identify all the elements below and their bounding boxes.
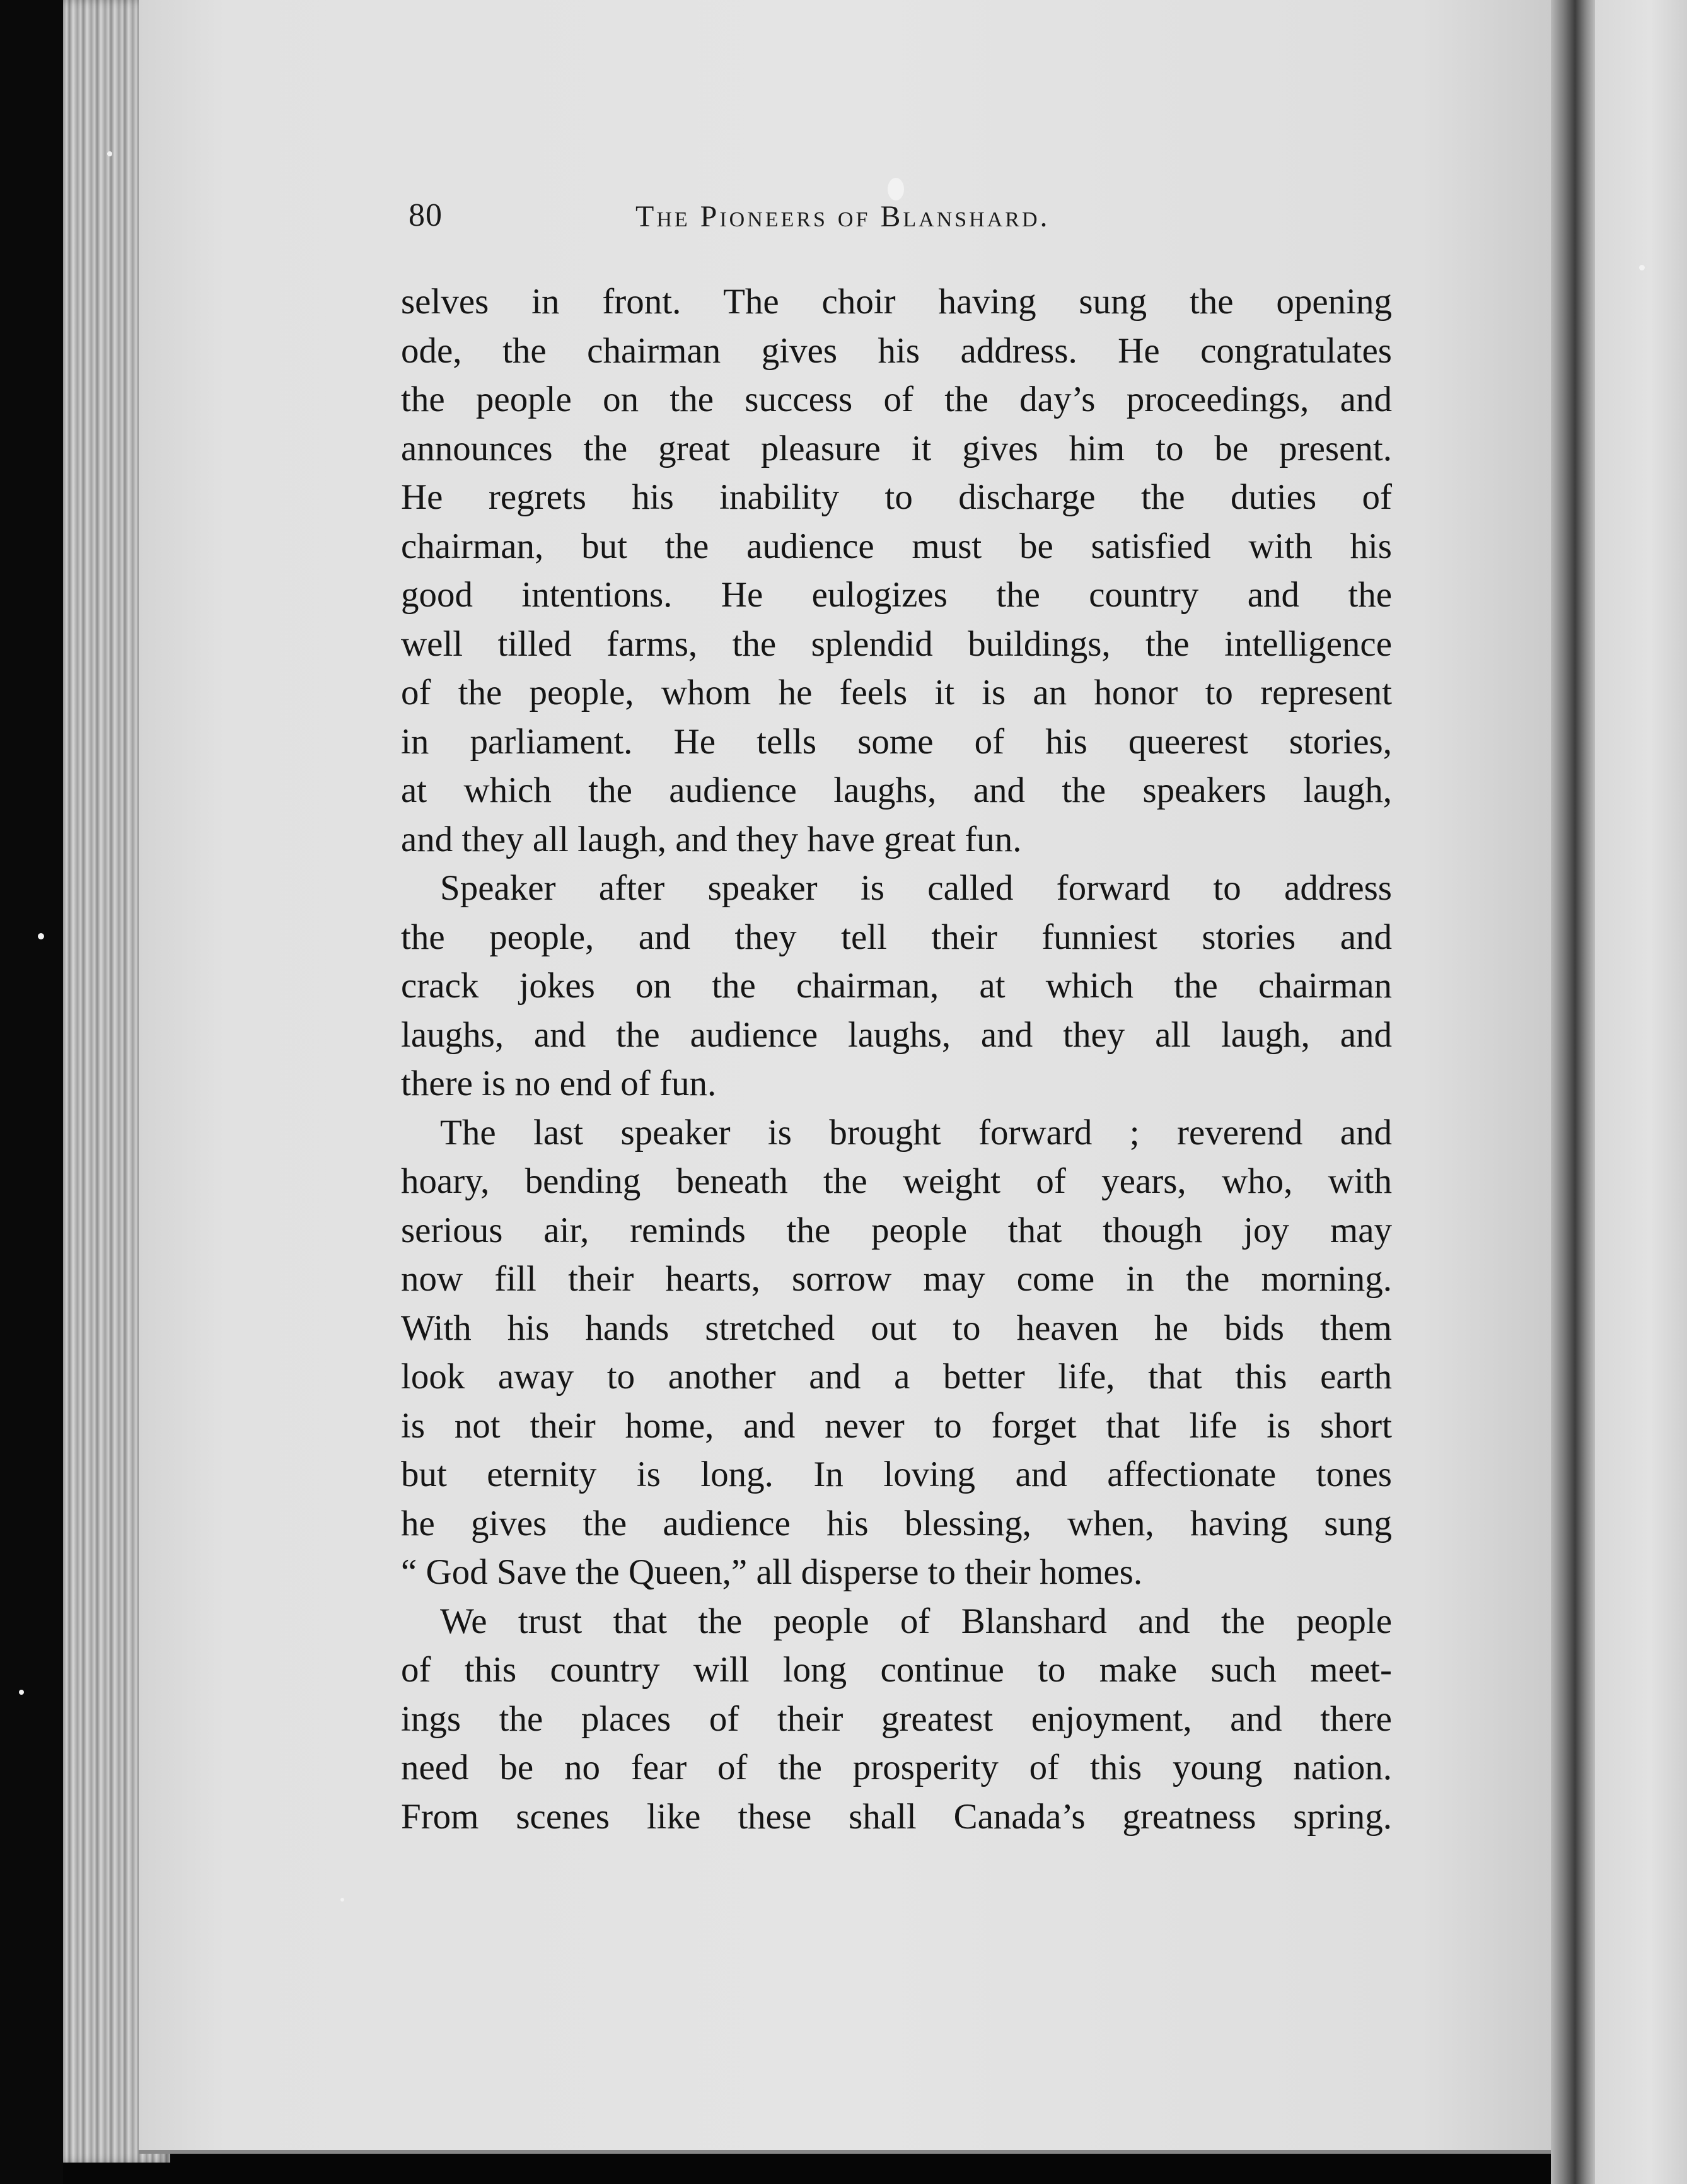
- dust-speck: [38, 933, 44, 939]
- text-line: Speaker after speaker is called forward to address: [440, 868, 1392, 908]
- scan-margin-left: [0, 0, 63, 2184]
- text-line: need be no fear of the prosperity of this young nation.: [401, 1748, 1392, 1787]
- text-line: and they all laugh, and they have great fun.: [401, 819, 1022, 859]
- paragraph-2: [401, 864, 1392, 1108]
- running-head: [409, 197, 1247, 241]
- text-line: ings the places of their greatest enjoyment, and there: [401, 1699, 1392, 1739]
- text-line: at which the audience laughs, and the speakers laugh,: [401, 770, 1392, 810]
- book-gutter: [1551, 0, 1595, 2184]
- text-line: now fill their hearts, sorrow may come in the morning.: [401, 1259, 1392, 1299]
- dust-speck: [340, 1898, 344, 1902]
- text-line: in parliament. He tells some of his queerest stories,: [401, 721, 1392, 762]
- text-line: From scenes like these shall Canada’s greatness spring.: [401, 1796, 1392, 1837]
- text-line: but eternity is long. In loving and affectionate tones: [401, 1455, 1392, 1494]
- dust-speck: [19, 1690, 24, 1695]
- paragraph-4: [401, 1597, 1392, 1842]
- text-line: ode, the chairman gives his address. He congratulates: [401, 330, 1392, 371]
- text-line: laughs, and the audience laughs, and they all laugh, and: [401, 1014, 1392, 1055]
- paragraph-3: [401, 1108, 1392, 1597]
- text-line: well tilled farms, the splendid buildings, the intelligence: [401, 624, 1392, 664]
- text-line: of the people, whom he feels it is an honor to represent: [401, 673, 1392, 712]
- body-text: [401, 277, 1392, 1841]
- text-line: selves in front. The choir having sung the opening: [401, 282, 1392, 322]
- text-line: serious air, reminds the people that though joy may: [401, 1210, 1392, 1250]
- text-line: there is no end of fun.: [401, 1064, 717, 1103]
- text-line: hoary, bending beneath the weight of years, who, with: [401, 1161, 1392, 1201]
- text-line: With his hands stretched out to heaven he bids them: [401, 1308, 1392, 1348]
- text-line: look away to another and a better life, that this earth: [401, 1357, 1392, 1397]
- running-title: The Pioneers of Blanshard.: [635, 200, 1050, 233]
- paragraph-1: [401, 277, 1392, 864]
- text-line: of this country will long continue to make such meet-: [401, 1650, 1392, 1690]
- text-line: “ God Save the Queen,” all disperse to their homes.: [401, 1552, 1143, 1592]
- text-line: The last speaker is brought forward ; reverend and: [440, 1112, 1392, 1153]
- text-line: chairman, but the audience must be satisfied with his: [401, 526, 1392, 566]
- text-line: We trust that the people of Blanshard and the people: [440, 1601, 1392, 1641]
- page-number: 80: [409, 197, 443, 233]
- text-line: crack jokes on the chairman, at which the chairman: [401, 966, 1392, 1006]
- dust-speck: [1639, 265, 1645, 270]
- text-line: the people on the success of the day’s proceedings, and: [401, 380, 1392, 419]
- text-line: good intentions. He eulogizes the country and the: [401, 575, 1392, 615]
- facing-page-edge: [1595, 0, 1687, 2184]
- text-line: He regrets his inability to discharge the duties of: [401, 477, 1392, 517]
- text-line: the people, and they tell their funniest stories and: [401, 917, 1392, 957]
- dust-speck: [107, 151, 112, 156]
- text-line: is not their home, and never to forget that life is short: [401, 1405, 1392, 1446]
- text-line: he gives the audience his blessing, when, having sung: [401, 1503, 1392, 1543]
- text-line: announces the great pleasure it gives him to be present.: [401, 428, 1392, 468]
